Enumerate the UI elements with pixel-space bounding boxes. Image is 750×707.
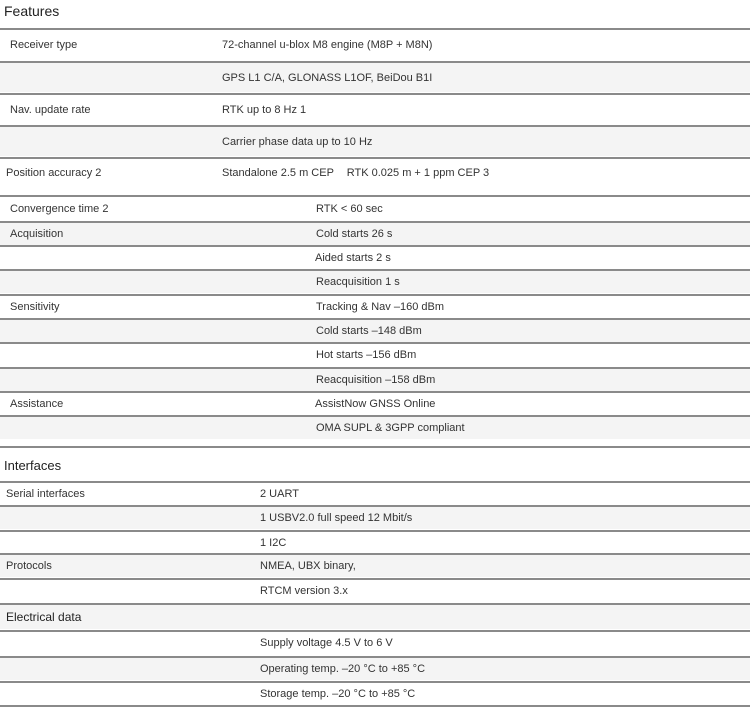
table-row	[0, 30, 750, 60]
row-value: Hot starts –156 dBm	[316, 349, 417, 361]
row-label: Convergence time 2	[10, 203, 109, 215]
electrical-heading-row	[0, 605, 750, 629]
row-label: Acquisition	[10, 228, 64, 240]
table-row	[0, 198, 750, 220]
table-row	[0, 63, 750, 92]
row-value: 1 I2C	[260, 536, 287, 549]
table-row	[0, 555, 750, 577]
table-row	[0, 127, 750, 156]
table-row	[0, 320, 750, 342]
table-row	[0, 296, 750, 318]
table-row	[0, 658, 750, 680]
position-accuracy-rtk: RTK 0.025 m + 1 ppm CEP 3	[346, 167, 490, 179]
table-row	[0, 369, 750, 391]
row-label: Sensitivity	[10, 301, 60, 313]
row-value: 72-channel u-blox M8 engine (M8P + M8N)	[222, 39, 433, 51]
table-row	[0, 393, 750, 415]
table-row	[0, 271, 750, 293]
row-value	[222, 167, 489, 179]
row-value: Supply voltage 4.5 V to 6 V	[260, 637, 393, 649]
table-row	[0, 580, 750, 602]
position-accuracy-standalone: Standalone 2.5 m CEP	[222, 167, 334, 179]
row-value: Operating temp. –20 °C to +85 °C	[260, 663, 426, 675]
section-separator	[0, 195, 750, 197]
row-value: RTCM version 3.x	[260, 585, 348, 597]
table-row	[0, 507, 750, 529]
table-row	[0, 344, 750, 366]
table-row	[0, 159, 750, 187]
table-row	[0, 683, 750, 705]
table-row	[0, 632, 750, 654]
row-value: 1 USBV2.0 full speed 12 Mbit/s	[260, 512, 413, 524]
row-label: Protocols	[6, 560, 52, 572]
row-value: Carrier phase data up to 10 Hz	[222, 135, 373, 148]
row-value: RTK up to 8 Hz 1	[222, 103, 307, 116]
row-value: AssistNow GNSS Online	[315, 398, 436, 410]
row-value: Tracking & Nav –160 dBm	[316, 301, 444, 313]
section-separator	[0, 446, 750, 448]
row-value: 2 UART	[260, 488, 299, 500]
row-value: RTK < 60 sec	[316, 203, 383, 215]
table-row	[0, 247, 750, 269]
table-row	[0, 483, 750, 505]
row-label: Position accuracy 2	[6, 167, 102, 179]
row-value: Reacquisition –158 dBm	[316, 374, 436, 386]
table-row	[0, 223, 750, 245]
features-heading: Features	[4, 3, 60, 19]
row-label: Receiver type	[10, 39, 78, 51]
row-value: OMA SUPL & 3GPP compliant	[316, 422, 465, 434]
row-value: Cold starts –148 dBm	[316, 325, 422, 337]
row-value: Reacquisition 1 s	[316, 276, 400, 288]
row-value: NMEA, UBX binary,	[260, 560, 356, 572]
row-value: GPS L1 C/A, GLONASS L1OF, BeiDou B1I	[222, 71, 433, 84]
row-value: Cold starts 26 s	[316, 228, 393, 240]
interfaces-heading: Interfaces	[4, 458, 62, 473]
table-row	[0, 95, 750, 124]
electrical-heading: Electrical data	[6, 610, 82, 624]
row-label: Nav. update rate	[10, 103, 91, 116]
row-label: Assistance	[10, 398, 64, 410]
row-value: Storage temp. –20 °C to +85 °C	[260, 688, 416, 700]
table-row	[0, 417, 750, 439]
row-label: Serial interfaces	[6, 488, 85, 500]
table-row	[0, 532, 750, 553]
row-value: Aided starts 2 s	[315, 252, 391, 264]
